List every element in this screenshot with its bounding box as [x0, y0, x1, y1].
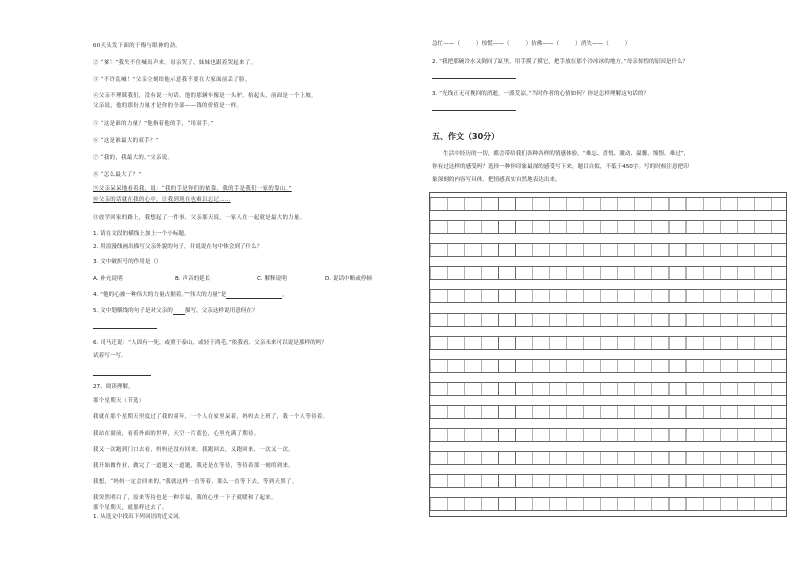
passage-line: 我就在那个星期天里度过了我的童年，一个人在家里呆着，妈妈去上班了，我一个人等待着。: [93, 414, 329, 420]
grid-row[interactable]: [430, 266, 786, 280]
question-5-text-b: 描写，父亲这样说用意何在？: [184, 308, 258, 314]
question-5-text-a: 5. 文中划横线的句子是对父亲的: [93, 308, 173, 314]
vocab-line: [432, 40, 630, 48]
essay-prompt-line: 你有过这样的感受吗？选择一种你印象最深的感受写下来，题目自拟，不低于450字。写的时候注意把印: [432, 164, 689, 170]
passage-line: 我又一次跑到门口去看，妈妈还没有回来。我跑回去，又跑回来，一次又一次。: [93, 447, 294, 453]
answer-line[interactable]: [432, 110, 516, 111]
passage-line: 60天头发下面的干梅与眼神的劲。: [93, 43, 181, 49]
question-3-right: 3. “光线正无可挽回的消逝，一派荒凉。”当时作者的心情如何？你是怎样理解这句话的？: [432, 91, 650, 97]
question-2-right: 2. “我把那碗冷水又倒回了缸里，用手摸了摸它，把手放在那个冷冰冰的地方。”母亲惊惶的原因是什么？: [432, 59, 689, 65]
question-27-1: 1. 从选文中找出下列词语的近义词。: [93, 514, 185, 520]
question-5: [93, 307, 258, 315]
passage-line: 我想，“妈妈一定会回来的。”我就这样一直等着，那么一直等下去，等到天黑了。: [93, 479, 298, 485]
section-27-heading: 27、阅读理解。: [93, 384, 134, 390]
passage-line: ⑤ “这是谁的力量？”他指着他的手，“用双手。”: [93, 121, 214, 127]
grid-row[interactable]: [430, 313, 786, 327]
question-4: 4. “他的心被一种伟大的力量占据着。”“伟大的力量”是 。: [93, 292, 288, 298]
passage-line: 我开始做作业，做完了一道题又一道题，我还是在等待，等待着那一刻的到来。: [93, 463, 294, 469]
passage-line: 我突然明白了，原来等待也是一种幸福，我的心里一下子就暖和了起来。: [93, 495, 277, 501]
question-4-text: 4. “他的心被一种伟大的力量占据着。”“伟大的力量”是: [93, 292, 227, 298]
grid-row[interactable]: [430, 497, 786, 511]
grid-row[interactable]: [430, 405, 786, 419]
passage-line: 父亲说，他的那份力量才是你的全部——钱的价值是一样。: [93, 103, 243, 109]
grid-row[interactable]: [430, 243, 786, 257]
option-b[interactable]: B. 声音的延长: [175, 276, 211, 282]
vocab-item: ）惊慌——（: [475, 41, 510, 47]
question-2: 2. 用浪漫线画出描写父亲外貌的句子，并说说在句中体会到了什么？: [93, 244, 263, 250]
question-6: 6. 司马迁说：“人固有一死，或重于泰山，或轻于鸿毛。”依我看，父亲未来可以说是那样的吗？: [93, 340, 327, 346]
vocab-item: ）仿佛——（: [525, 41, 560, 47]
question-6-cont: 试着写一写。: [93, 353, 127, 359]
vocab-item: ）: [624, 41, 631, 47]
passage-line: ⑥ “这是谁最大的双手？”: [93, 138, 159, 144]
underlined-sentence: ⑨父亲呆呆地看着我，说：“我的手是你们的依靠，我的手是我们一家的靠山。”: [93, 186, 292, 192]
answer-line[interactable]: [432, 78, 516, 79]
passage-line: ⑪放学回家的路上，我想起了一件事，父亲那天说，一家人在一起就是最大的力量。: [93, 215, 306, 221]
section-heading-essay: 五、作文（30分）: [432, 132, 500, 141]
question-3: 3. 文中破折号的作用是（）: [93, 259, 162, 265]
answer-blank[interactable]: [173, 308, 185, 315]
answer-blank[interactable]: [226, 292, 282, 299]
question-1: 1. 请在文段的横线上加上一个小标题。: [93, 231, 190, 237]
vocab-item: 急忙——（: [432, 41, 460, 47]
passage-line: ③ “不许乱喊！”父亲立刻给他示意我不要在大家面前丢了脸。: [93, 77, 251, 83]
option-d[interactable]: D. 说话中断或停顿: [325, 276, 373, 282]
essay-prompt-line: 生活中经历的一切，都会带给我们各种各样的情感体验。“难忘、喜悦、激动、温馨、憧憬、难过”，: [443, 151, 690, 157]
passage-line: ② “爹！”我失不住喊出声来。母亲哭了，妹妹也跟着哭起来了。: [93, 60, 257, 66]
passage-title: 那个星期天（节选）: [93, 398, 145, 404]
passage-line: 我站在窗前，看着外面的世界，天空一片蓝色，心里充满了期待。: [93, 431, 260, 437]
answer-line[interactable]: [93, 328, 157, 329]
option-a[interactable]: A. 补充说明: [93, 276, 123, 282]
passage-line: ④父亲不理睬我们，没有说一句话。他的那辆车像是一头驴，抬起头，前面是一个上坡。: [93, 93, 317, 99]
passage-line: ⑧ “怎么最大了？”: [93, 172, 142, 178]
grid-row[interactable]: [430, 428, 786, 442]
underlined-sentence: ⑩父亲的话就在我的心中，让我到现在也难以忘记……: [93, 197, 231, 203]
vocab-item: ）消失——（: [575, 41, 609, 47]
passage-line: 那个星期天，就那样过去了。: [93, 505, 168, 511]
grid-row[interactable]: [430, 220, 786, 234]
grid-row[interactable]: [430, 197, 786, 211]
grid-row[interactable]: [430, 451, 786, 465]
passage-line: ⑦ “我的，我最大的，”父亲说。: [93, 155, 174, 161]
grid-row[interactable]: [430, 382, 786, 396]
essay-writing-grid[interactable]: [429, 192, 787, 517]
grid-row[interactable]: [430, 474, 786, 488]
option-c[interactable]: C. 解释说明: [257, 276, 287, 282]
answer-line[interactable]: [93, 375, 151, 376]
grid-row[interactable]: [430, 336, 786, 350]
grid-row[interactable]: [430, 359, 786, 373]
essay-prompt-line: 象深刻的内容写具体，把情感真实自然地表达出来。: [432, 177, 561, 183]
grid-row[interactable]: [430, 289, 786, 303]
